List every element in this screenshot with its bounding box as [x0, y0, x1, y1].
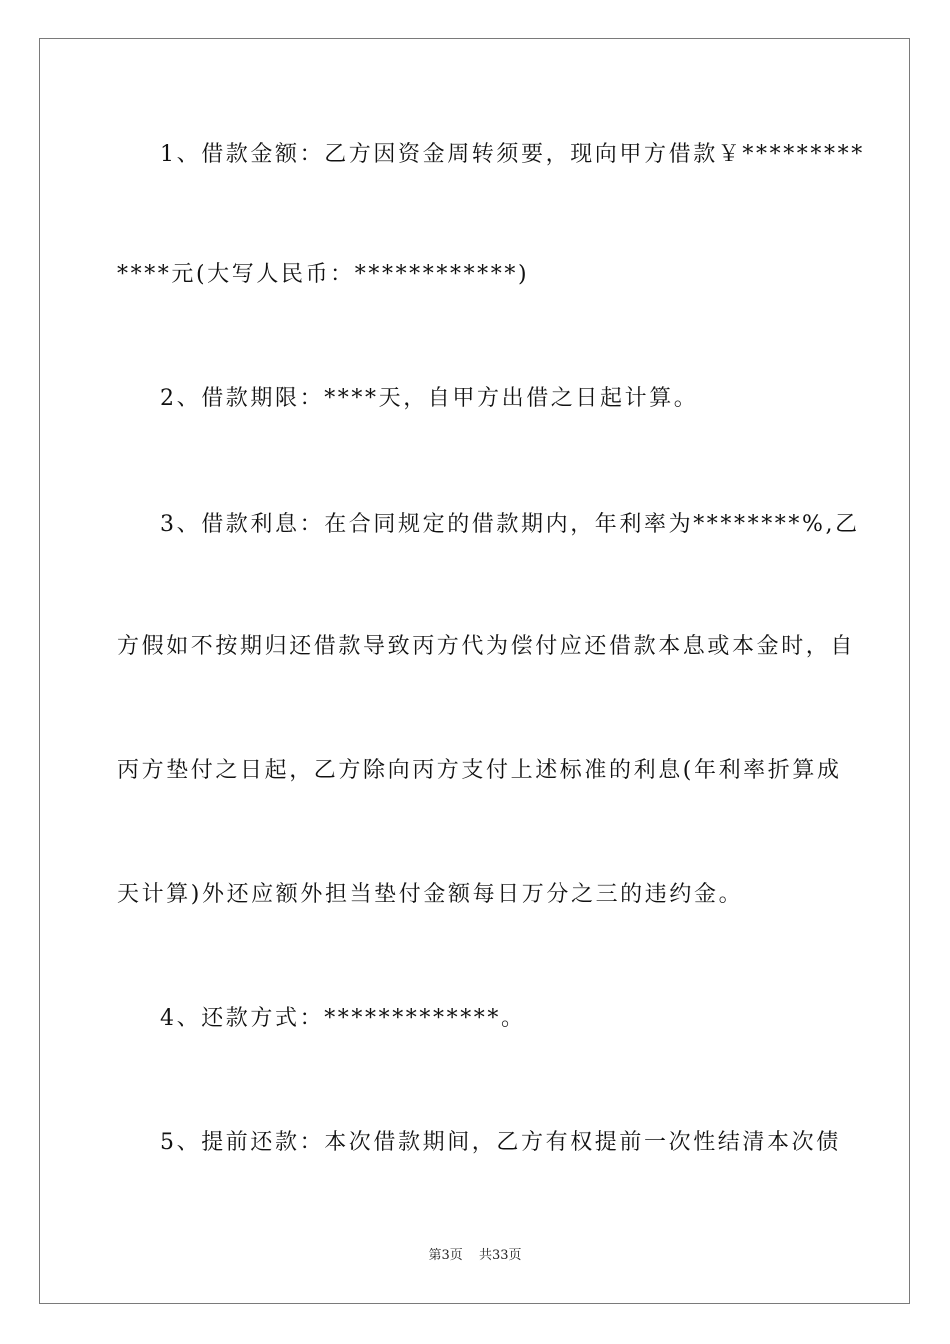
- clause-3-line-1: 3、借款利息：在合同规定的借款期内，年利率为********%,乙: [160, 512, 860, 537]
- clause-3-line-4: 天计算)外还应额外担当垫付金额每日万分之三的违约金。: [117, 882, 744, 907]
- page-border: [39, 38, 910, 1304]
- page-footer: [0, 1248, 950, 1264]
- clause-3-line-3: 丙方垫付之日起，乙方除向丙方支付上述标准的利息(年利率折算成: [117, 758, 842, 783]
- page-number: 第3页: [428, 1248, 463, 1263]
- clause-4-line-1: 4、还款方式：*************。: [160, 1006, 526, 1031]
- clause-1-line-1: 1、借款金额：乙方因资金周转须要，现向甲方借款￥*********: [160, 142, 865, 167]
- total-pages: 共33页: [478, 1248, 522, 1263]
- clause-1-line-2: ****元(大写人民币：************): [117, 262, 530, 287]
- clause-5-line-1: 5、提前还款：本次借款期间，乙方有权提前一次性结清本次债: [160, 1130, 841, 1155]
- clause-3-line-2: 方假如不按期归还借款导致丙方代为偿付应还借款本息或本金时，自: [117, 634, 856, 659]
- clause-2-line-1: 2、借款期限：****天，自甲方出借之日起计算。: [160, 386, 699, 411]
